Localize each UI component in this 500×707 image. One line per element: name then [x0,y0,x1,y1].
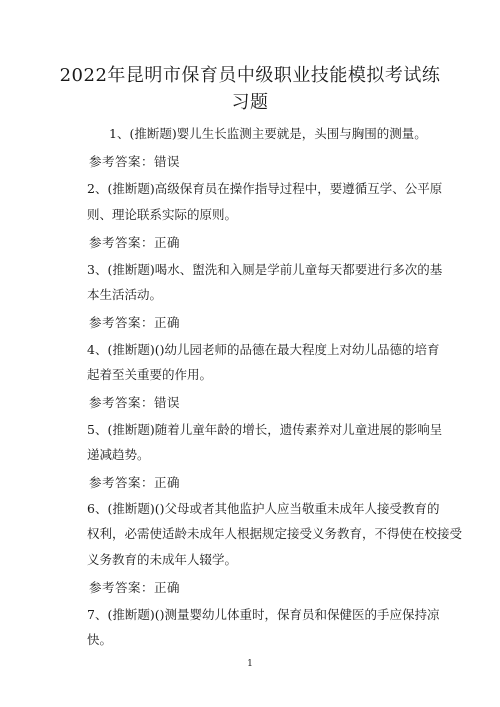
question-1-answer: 参考答案：错误 [89,154,181,169]
question-6-answer: 参考答案：正确 [89,580,181,595]
question-7-line-2: 快。 [87,632,113,647]
question-4-line-1: 4、(推断题)()幼儿园老师的品德在最大程度上对幼儿品德的培育 [87,342,440,357]
question-5-line-2: 递减趋势。 [87,447,150,462]
question-7-line-1: 7、(推断题)()测量婴幼儿体重时，保育员和保健医的手应保持凉 [87,607,440,622]
document-title-line-2: 习题 [231,92,269,113]
question-2-line-2: 则、理论联系实际的原则。 [87,207,238,222]
question-5-line-1: 5、(推断题)随着儿童年龄的增长，遗传素养对儿童进展的影响呈 [87,422,443,437]
question-5-answer: 参考答案：正确 [89,475,181,490]
question-3-line-2: 本生活活动。 [87,287,163,302]
page-number: 1 [247,659,253,669]
question-3-answer: 参考答案：正确 [89,315,181,330]
question-4-line-2: 起着至关重要的作用。 [87,367,213,382]
question-2-answer: 参考答案：正确 [89,235,181,250]
document-title-line-1: 2022年昆明市保育员中级职业技能模拟考试练 [59,65,441,86]
question-2-line-1: 2、(推断题)高级保育员在操作指导过程中，要遵循互学、公平原 [87,181,443,196]
question-4-answer: 参考答案：错误 [89,395,181,410]
question-6-line-3: 义务教育的未成年人辍学。 [87,552,238,567]
question-6-line-2: 权利，必需使适龄未成年人根据规定接受义务教育，不得使在校接受 [87,526,463,541]
question-1-line-1: 1、(推断题)婴儿生长监测主要就是，头围与胸围的测量。 [109,126,427,141]
question-6-line-1: 6、(推断题)()父母或者其他监护人应当敬重未成年人接受教育的 [87,501,440,516]
question-3-line-1: 3、(推断题)喝水、盥洗和入厕是学前儿童每天都要进行多次的基 [87,262,443,277]
